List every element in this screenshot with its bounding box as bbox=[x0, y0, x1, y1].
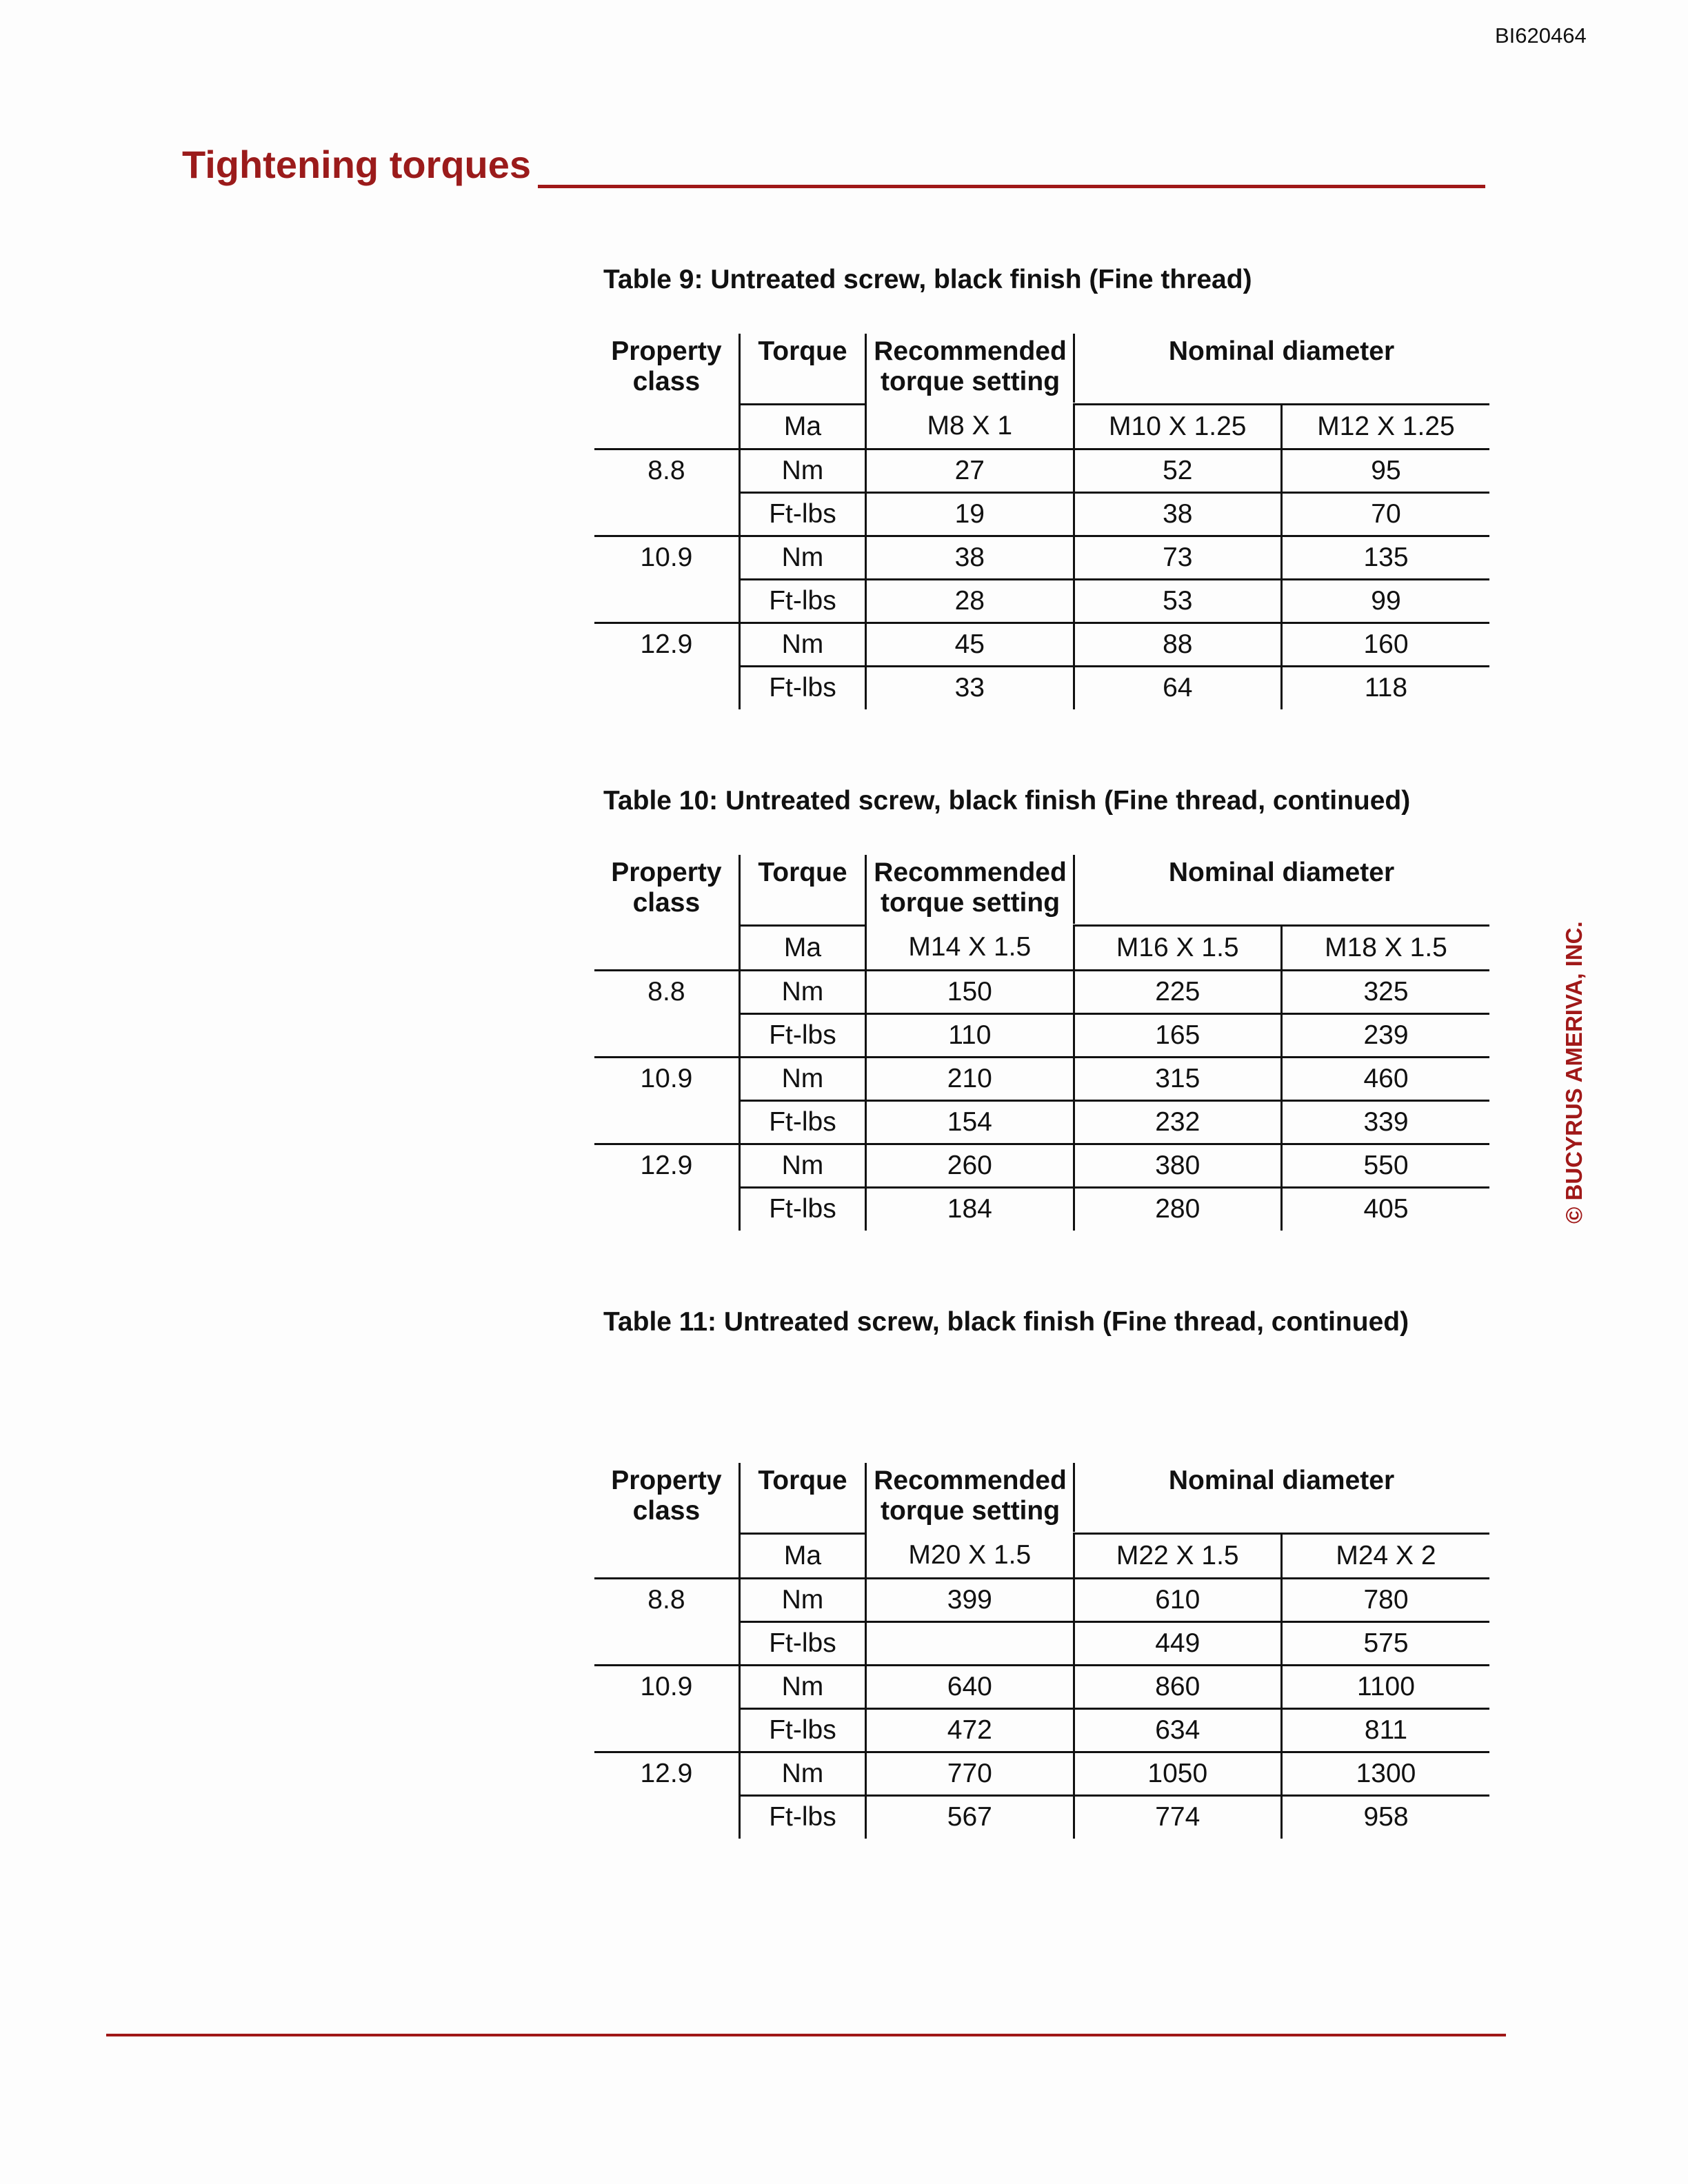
value-cell: 135 bbox=[1281, 536, 1489, 579]
value-cell: 774 bbox=[1074, 1795, 1281, 1839]
empty-cell bbox=[594, 404, 739, 449]
unit-cell: Nm bbox=[739, 970, 865, 1013]
size-header: M12 X 1.25 bbox=[1281, 404, 1489, 449]
value-cell: 958 bbox=[1281, 1795, 1489, 1839]
size-header: M20 X 1.5 bbox=[866, 1533, 1074, 1578]
value-cell: 811 bbox=[1281, 1708, 1489, 1752]
header-torque: Torque bbox=[739, 334, 865, 404]
table-row bbox=[594, 1578, 1489, 1621]
size-header: M14 X 1.5 bbox=[866, 925, 1074, 970]
header-divider bbox=[1073, 855, 1075, 924]
value-cell: 53 bbox=[1074, 579, 1281, 623]
property-class-cell: 8.8 bbox=[594, 1578, 739, 1665]
size-header: M10 X 1.25 bbox=[1074, 404, 1281, 449]
unit-cell: Ft-lbs bbox=[739, 1187, 865, 1231]
header-recommended-text: Recommended torque setting bbox=[874, 858, 1067, 918]
header-property-class: Property class bbox=[611, 858, 722, 918]
value-cell: 405 bbox=[1281, 1187, 1489, 1231]
value-cell: 315 bbox=[1074, 1057, 1281, 1100]
header-torque: Torque bbox=[739, 855, 865, 925]
table-caption: Table 9: Untreated screw, black finish (Fine thread) bbox=[603, 265, 1252, 294]
unit-cell: Nm bbox=[739, 623, 865, 666]
table-caption: Table 11: Untreated screw, black finish (Fine thread, continued) bbox=[603, 1307, 1409, 1337]
value-cell: 45 bbox=[866, 623, 1074, 666]
value-cell: 28 bbox=[866, 579, 1074, 623]
property-class-cell: 10.9 bbox=[594, 1057, 739, 1144]
empty-cell bbox=[594, 1533, 739, 1578]
header-recommended-text: Recommended torque setting bbox=[874, 336, 1067, 396]
value-cell: 70 bbox=[1281, 492, 1489, 536]
header-recommended bbox=[866, 334, 1074, 404]
value-cell: 770 bbox=[866, 1752, 1074, 1795]
value-cell: 567 bbox=[866, 1795, 1074, 1839]
size-header: M22 X 1.5 bbox=[1074, 1533, 1281, 1578]
unit-cell: Ft-lbs bbox=[739, 1795, 865, 1839]
size-header: M8 X 1 bbox=[866, 404, 1074, 449]
unit-cell: Ft-lbs bbox=[739, 1100, 865, 1144]
header-nominal-diameter: Nominal diameter bbox=[1074, 855, 1489, 925]
value-cell: 634 bbox=[1074, 1708, 1281, 1752]
value-cell: 260 bbox=[866, 1144, 1074, 1187]
value-cell: 38 bbox=[866, 536, 1074, 579]
value-cell: 780 bbox=[1281, 1578, 1489, 1621]
unit-cell: Ft-lbs bbox=[739, 492, 865, 536]
copyright-notice: © BUCYRUS AMERIVA, INC. bbox=[1561, 921, 1587, 1224]
value-cell: 1300 bbox=[1281, 1752, 1489, 1795]
unit-cell: Nm bbox=[739, 1665, 865, 1708]
value-cell: 380 bbox=[1074, 1144, 1281, 1187]
unit-cell: Ft-lbs bbox=[739, 1013, 865, 1057]
value-cell: 399 bbox=[866, 1578, 1074, 1621]
value-cell: 19 bbox=[866, 492, 1074, 536]
value-cell: 52 bbox=[1074, 449, 1281, 492]
value-cell: 472 bbox=[866, 1708, 1074, 1752]
value-cell: 860 bbox=[1074, 1665, 1281, 1708]
value-cell: 73 bbox=[1074, 536, 1281, 579]
table-row bbox=[594, 970, 1489, 1013]
value-cell: 449 bbox=[1074, 1621, 1281, 1665]
value-cell: 38 bbox=[1074, 492, 1281, 536]
header-recommended bbox=[866, 1463, 1074, 1533]
value-cell: 88 bbox=[1074, 623, 1281, 666]
property-class-cell: 8.8 bbox=[594, 970, 739, 1057]
value-cell: 1100 bbox=[1281, 1665, 1489, 1708]
value-cell: 280 bbox=[1074, 1187, 1281, 1231]
table-row bbox=[594, 1752, 1489, 1795]
torque-table bbox=[594, 1463, 1489, 1839]
property-class-cell: 8.8 bbox=[594, 449, 739, 536]
section-title: Tightening torques bbox=[182, 143, 532, 186]
header-nominal-diameter: Nominal diameter bbox=[1074, 1463, 1489, 1533]
table-row bbox=[594, 623, 1489, 666]
value-cell: 239 bbox=[1281, 1013, 1489, 1057]
value-cell: 160 bbox=[1281, 623, 1489, 666]
property-class-cell: 12.9 bbox=[640, 1150, 693, 1180]
ma-label: Ma bbox=[739, 1533, 865, 1578]
header-recommended bbox=[866, 855, 1074, 925]
document-id: BI620464 bbox=[1495, 23, 1587, 48]
property-class-cell: 12.9 bbox=[640, 1758, 693, 1788]
value-cell: 1050 bbox=[1074, 1752, 1281, 1795]
value-cell: 460 bbox=[1281, 1057, 1489, 1100]
value-cell: 640 bbox=[866, 1665, 1074, 1708]
torque-table bbox=[594, 334, 1489, 709]
value-cell: 210 bbox=[866, 1057, 1074, 1100]
property-class-cell: 12.9 bbox=[640, 629, 693, 659]
value-cell: 110 bbox=[866, 1013, 1074, 1057]
heading-rule bbox=[538, 185, 1485, 188]
header-divider bbox=[1073, 1463, 1075, 1532]
size-header: M18 X 1.5 bbox=[1281, 925, 1489, 970]
size-header: M16 X 1.5 bbox=[1074, 925, 1281, 970]
empty-cell bbox=[594, 925, 739, 970]
property-class-cell: 10.9 bbox=[594, 536, 739, 623]
value-cell: 550 bbox=[1281, 1144, 1489, 1187]
value-cell: 64 bbox=[1074, 666, 1281, 709]
value-cell: 118 bbox=[1281, 666, 1489, 709]
property-class-cell: 10.9 bbox=[594, 1665, 739, 1752]
value-cell: 232 bbox=[1074, 1100, 1281, 1144]
table-row bbox=[594, 1144, 1489, 1187]
unit-cell: Ft-lbs bbox=[739, 666, 865, 709]
table-row bbox=[594, 449, 1489, 492]
unit-cell: Nm bbox=[739, 449, 865, 492]
value-cell: 154 bbox=[866, 1100, 1074, 1144]
unit-cell: Nm bbox=[739, 1578, 865, 1621]
header-recommended-text: Recommended torque setting bbox=[874, 1466, 1067, 1526]
ma-label: Ma bbox=[739, 925, 865, 970]
header-property-class: Property class bbox=[611, 336, 722, 396]
header-property-class: Property class bbox=[611, 1466, 722, 1526]
ma-label: Ma bbox=[739, 404, 865, 449]
unit-cell: Nm bbox=[739, 1752, 865, 1795]
value-cell: 165 bbox=[1074, 1013, 1281, 1057]
header-nominal-diameter: Nominal diameter bbox=[1074, 334, 1489, 404]
value-cell: 225 bbox=[1074, 970, 1281, 1013]
value-cell: 27 bbox=[866, 449, 1074, 492]
unit-cell: Ft-lbs bbox=[739, 579, 865, 623]
header-torque: Torque bbox=[739, 1463, 865, 1533]
header-divider bbox=[1073, 334, 1075, 403]
table-row bbox=[594, 536, 1489, 579]
value-cell: 184 bbox=[866, 1187, 1074, 1231]
table-caption: Table 10: Untreated screw, black finish (Fine thread, continued) bbox=[603, 786, 1411, 816]
value-cell: 150 bbox=[866, 970, 1074, 1013]
unit-cell: Nm bbox=[739, 1057, 865, 1100]
value-cell: 325 bbox=[1281, 970, 1489, 1013]
value-cell: 99 bbox=[1281, 579, 1489, 623]
value-cell: 575 bbox=[1281, 1621, 1489, 1665]
unit-cell: Ft-lbs bbox=[739, 1621, 865, 1665]
unit-cell: Nm bbox=[739, 536, 865, 579]
value-cell: 95 bbox=[1281, 449, 1489, 492]
value-cell bbox=[866, 1621, 1074, 1665]
torque-table bbox=[594, 855, 1489, 1231]
unit-cell: Ft-lbs bbox=[739, 1708, 865, 1752]
value-cell: 33 bbox=[866, 666, 1074, 709]
table-row bbox=[594, 1665, 1489, 1708]
unit-cell: Nm bbox=[739, 1144, 865, 1187]
value-cell: 610 bbox=[1074, 1578, 1281, 1621]
value-cell: 339 bbox=[1281, 1100, 1489, 1144]
footer-rule bbox=[106, 2034, 1506, 2036]
table-row bbox=[594, 1057, 1489, 1100]
size-header: M24 X 2 bbox=[1281, 1533, 1489, 1578]
